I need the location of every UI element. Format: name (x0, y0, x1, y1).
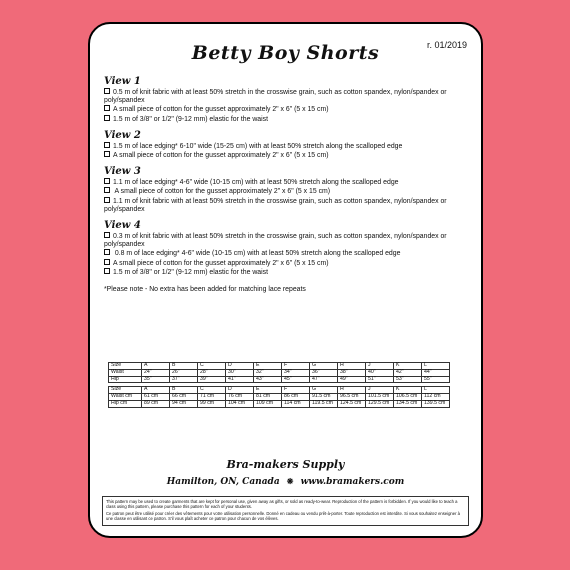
size-cell: 86 cm (282, 394, 310, 401)
size-row-label: Waist (109, 369, 142, 376)
view-4-item: 0.3 m of knit fabric with at least 50% stretch in the crosswise grain, such as cotton spandex, nylon/spandex or poly/spandex (104, 233, 447, 249)
size-cell: 44" (422, 369, 450, 376)
size-row-label: Hip (109, 376, 142, 383)
size-cell: 49" (338, 376, 366, 383)
size-cell: 28" (198, 369, 226, 376)
size-cell: 124.5 cm (338, 400, 366, 407)
size-chart-table (108, 362, 450, 408)
size-cell: A (142, 363, 170, 370)
size-cell: 36" (310, 369, 338, 376)
size-cell: 40" (366, 369, 394, 376)
view-2-item: 1.5 m of lace edging* 6-10" wide (15-25 cm) with at least 50% stretch along the scalloped edge (104, 142, 469, 151)
company-address (90, 476, 481, 487)
pattern-title: Betty Boy Shorts (191, 42, 380, 64)
view-4-item: A small piece of cotton for the gusset approximately 2" x 6" (5 x 15 cm) (104, 259, 469, 268)
checkbox-icon (104, 88, 110, 94)
company-city: Hamilton, ON, Canada (166, 477, 280, 487)
size-cell: 37" (170, 376, 198, 383)
size-cell: 89 cm (142, 400, 170, 407)
size-row-label: Size (109, 387, 142, 394)
size-cell: 53" (394, 376, 422, 383)
size-cell: 114 cm (282, 400, 310, 407)
checkbox-icon (104, 259, 110, 265)
size-cell: H (338, 363, 366, 370)
revision-number: r. 01/2019 (426, 40, 467, 50)
view-1-item: 1.5 m of 3/8" or 1/2" (9-12 mm) elastic for the waist (104, 115, 469, 124)
size-cell: 91.5 cm (310, 394, 338, 401)
size-cell: B (170, 363, 198, 370)
company-website: www.bramakers.com (300, 477, 405, 487)
size-row-label: Size (109, 363, 142, 370)
size-cell: A (142, 387, 170, 394)
size-cell: 96.5 cm (338, 394, 366, 401)
size-cell: J (366, 363, 394, 370)
checkbox-icon (104, 115, 110, 121)
size-chart-body (109, 363, 450, 408)
checkbox-icon (104, 142, 110, 148)
checkbox-icon (104, 178, 110, 184)
size-cell: C (198, 363, 226, 370)
size-row-label: Waist cm (109, 394, 142, 401)
view-1-item: 0.5 m of knit fabric with at least 50% stretch in the crosswise grain, such as cotton spandex, nylon/spandex or poly/spandex (104, 89, 447, 105)
view-4-item: 0.8 m of lace edging* 4-6" wide (10-15 cm) with at least 50% stretch along the scalloped edge (104, 249, 469, 258)
size-row-label: Hip cm (109, 400, 142, 407)
size-cell: E (254, 387, 282, 394)
size-cell: 51" (366, 376, 394, 383)
size-cell: J (366, 387, 394, 394)
size-cell: 99 cm (198, 400, 226, 407)
size-cell: 112 cm (422, 394, 450, 401)
size-cell: G (310, 363, 338, 370)
size-cell: 104 cm (226, 400, 254, 407)
size-cell: 55" (422, 376, 450, 383)
checkbox-icon (104, 151, 110, 157)
company-name: Bra-makers Supply (226, 458, 345, 471)
size-cell: K (394, 387, 422, 394)
size-cell: 39" (198, 376, 226, 383)
size-cell: D (226, 387, 254, 394)
size-cell: 41" (226, 376, 254, 383)
maple-leaf-icon: ❋ (286, 476, 294, 486)
metric-row (109, 400, 450, 407)
size-cell: B (170, 387, 198, 394)
checkbox-icon (104, 232, 110, 238)
size-cell: 134.5 cm (394, 400, 422, 407)
view-4-item: 1.5 m of 3/8" or 1/2" (9-12 mm) elastic for the waist (104, 268, 469, 277)
size-cell: C (198, 387, 226, 394)
view-3-item: 1.1 m of knit fabric with at least 50% stretch in the crosswise grain, such as cotton spandex, nylon/spandex or poly/spandex (104, 197, 447, 213)
checkbox-icon (104, 249, 110, 255)
size-cell: 66 cm (170, 394, 198, 401)
size-cell: F (282, 387, 310, 394)
size-cell: 30" (226, 369, 254, 376)
size-cell: 139.5 cm (422, 400, 450, 407)
size-cell: 42" (394, 369, 422, 376)
view-4-heading: View 4 (104, 220, 141, 232)
size-cell: 43" (254, 376, 282, 383)
size-cell: 24" (142, 369, 170, 376)
size-cell: 94 cm (170, 400, 198, 407)
size-cell: 119.5 cm (310, 400, 338, 407)
size-cell: 101.5 cm (366, 394, 394, 401)
view-2-heading: View 2 (104, 129, 141, 141)
size-cell: G (310, 387, 338, 394)
checkbox-icon (104, 197, 110, 203)
checkbox-icon (104, 105, 110, 111)
size-cell: 76 cm (226, 394, 254, 401)
view-3-heading: View 3 (104, 166, 141, 178)
size-cell: 81 cm (254, 394, 282, 401)
materials-section (104, 76, 469, 294)
imperial-row (109, 376, 450, 383)
view-1-heading: View 1 (104, 76, 141, 87)
size-cell: 26" (170, 369, 198, 376)
size-cell: 106.5 cm (394, 394, 422, 401)
pattern-card (88, 22, 483, 538)
size-cell: 34" (282, 369, 310, 376)
size-cell: L (422, 363, 450, 370)
size-cell: 45" (282, 376, 310, 383)
size-cell: 109 cm (254, 400, 282, 407)
size-cell: 129.5 cm (366, 400, 394, 407)
lace-note: *Please note - No extra has been added for matching lace repeats (104, 286, 306, 294)
size-cell: F (282, 363, 310, 370)
size-cell: H (338, 387, 366, 394)
view-3-item: 1.1 m of lace edging* 4-6" wide (10-15 cm) with at least 50% stretch along the scalloped edge (104, 178, 469, 187)
size-cell: 35" (142, 376, 170, 383)
size-cell: 47" (310, 376, 338, 383)
view-1-item: A small piece of cotton for the gusset approximately 2" x 6" (5 x 15 cm) (104, 105, 469, 114)
legal-notice (102, 496, 469, 526)
size-cell: D (226, 363, 254, 370)
checkbox-icon (104, 187, 110, 193)
size-cell: K (394, 363, 422, 370)
legal-notice-english: This pattern may be used to create garments that are kept for personal use, given away as gifts, or sold as ready-to-wear. Reproduction of the pattern is forbidden. If you would like to teach a class using this pattern, please purchase this pattern for each of your students. (106, 499, 458, 509)
legal-notice-french: Ce patron peut être utilisé pour créer des vêtements pour votre utilisation personnelle. Donné en cadeau ou vendu prêt-à-porter. Toute reproduction est interdite. Si vous souhaitez enseigner à une classe en utilisant ce patron. S'il vous plaît acheter ce patron pour chacun de vos élèves. (106, 511, 460, 521)
size-cell: E (254, 363, 282, 370)
size-cell: 38" (338, 369, 366, 376)
checkbox-icon (104, 268, 110, 274)
size-cell: 32" (254, 369, 282, 376)
size-cell: L (422, 387, 450, 394)
size-cell: 71 cm (198, 394, 226, 401)
view-2-item: A small piece of cotton for the gusset approximately 2" x 6" (5 x 15 cm) (104, 151, 469, 160)
size-cell: 61 cm (142, 394, 170, 401)
view-3-item: A small piece of cotton for the gusset approximately 2" x 6" (5 x 15 cm) (104, 187, 469, 196)
